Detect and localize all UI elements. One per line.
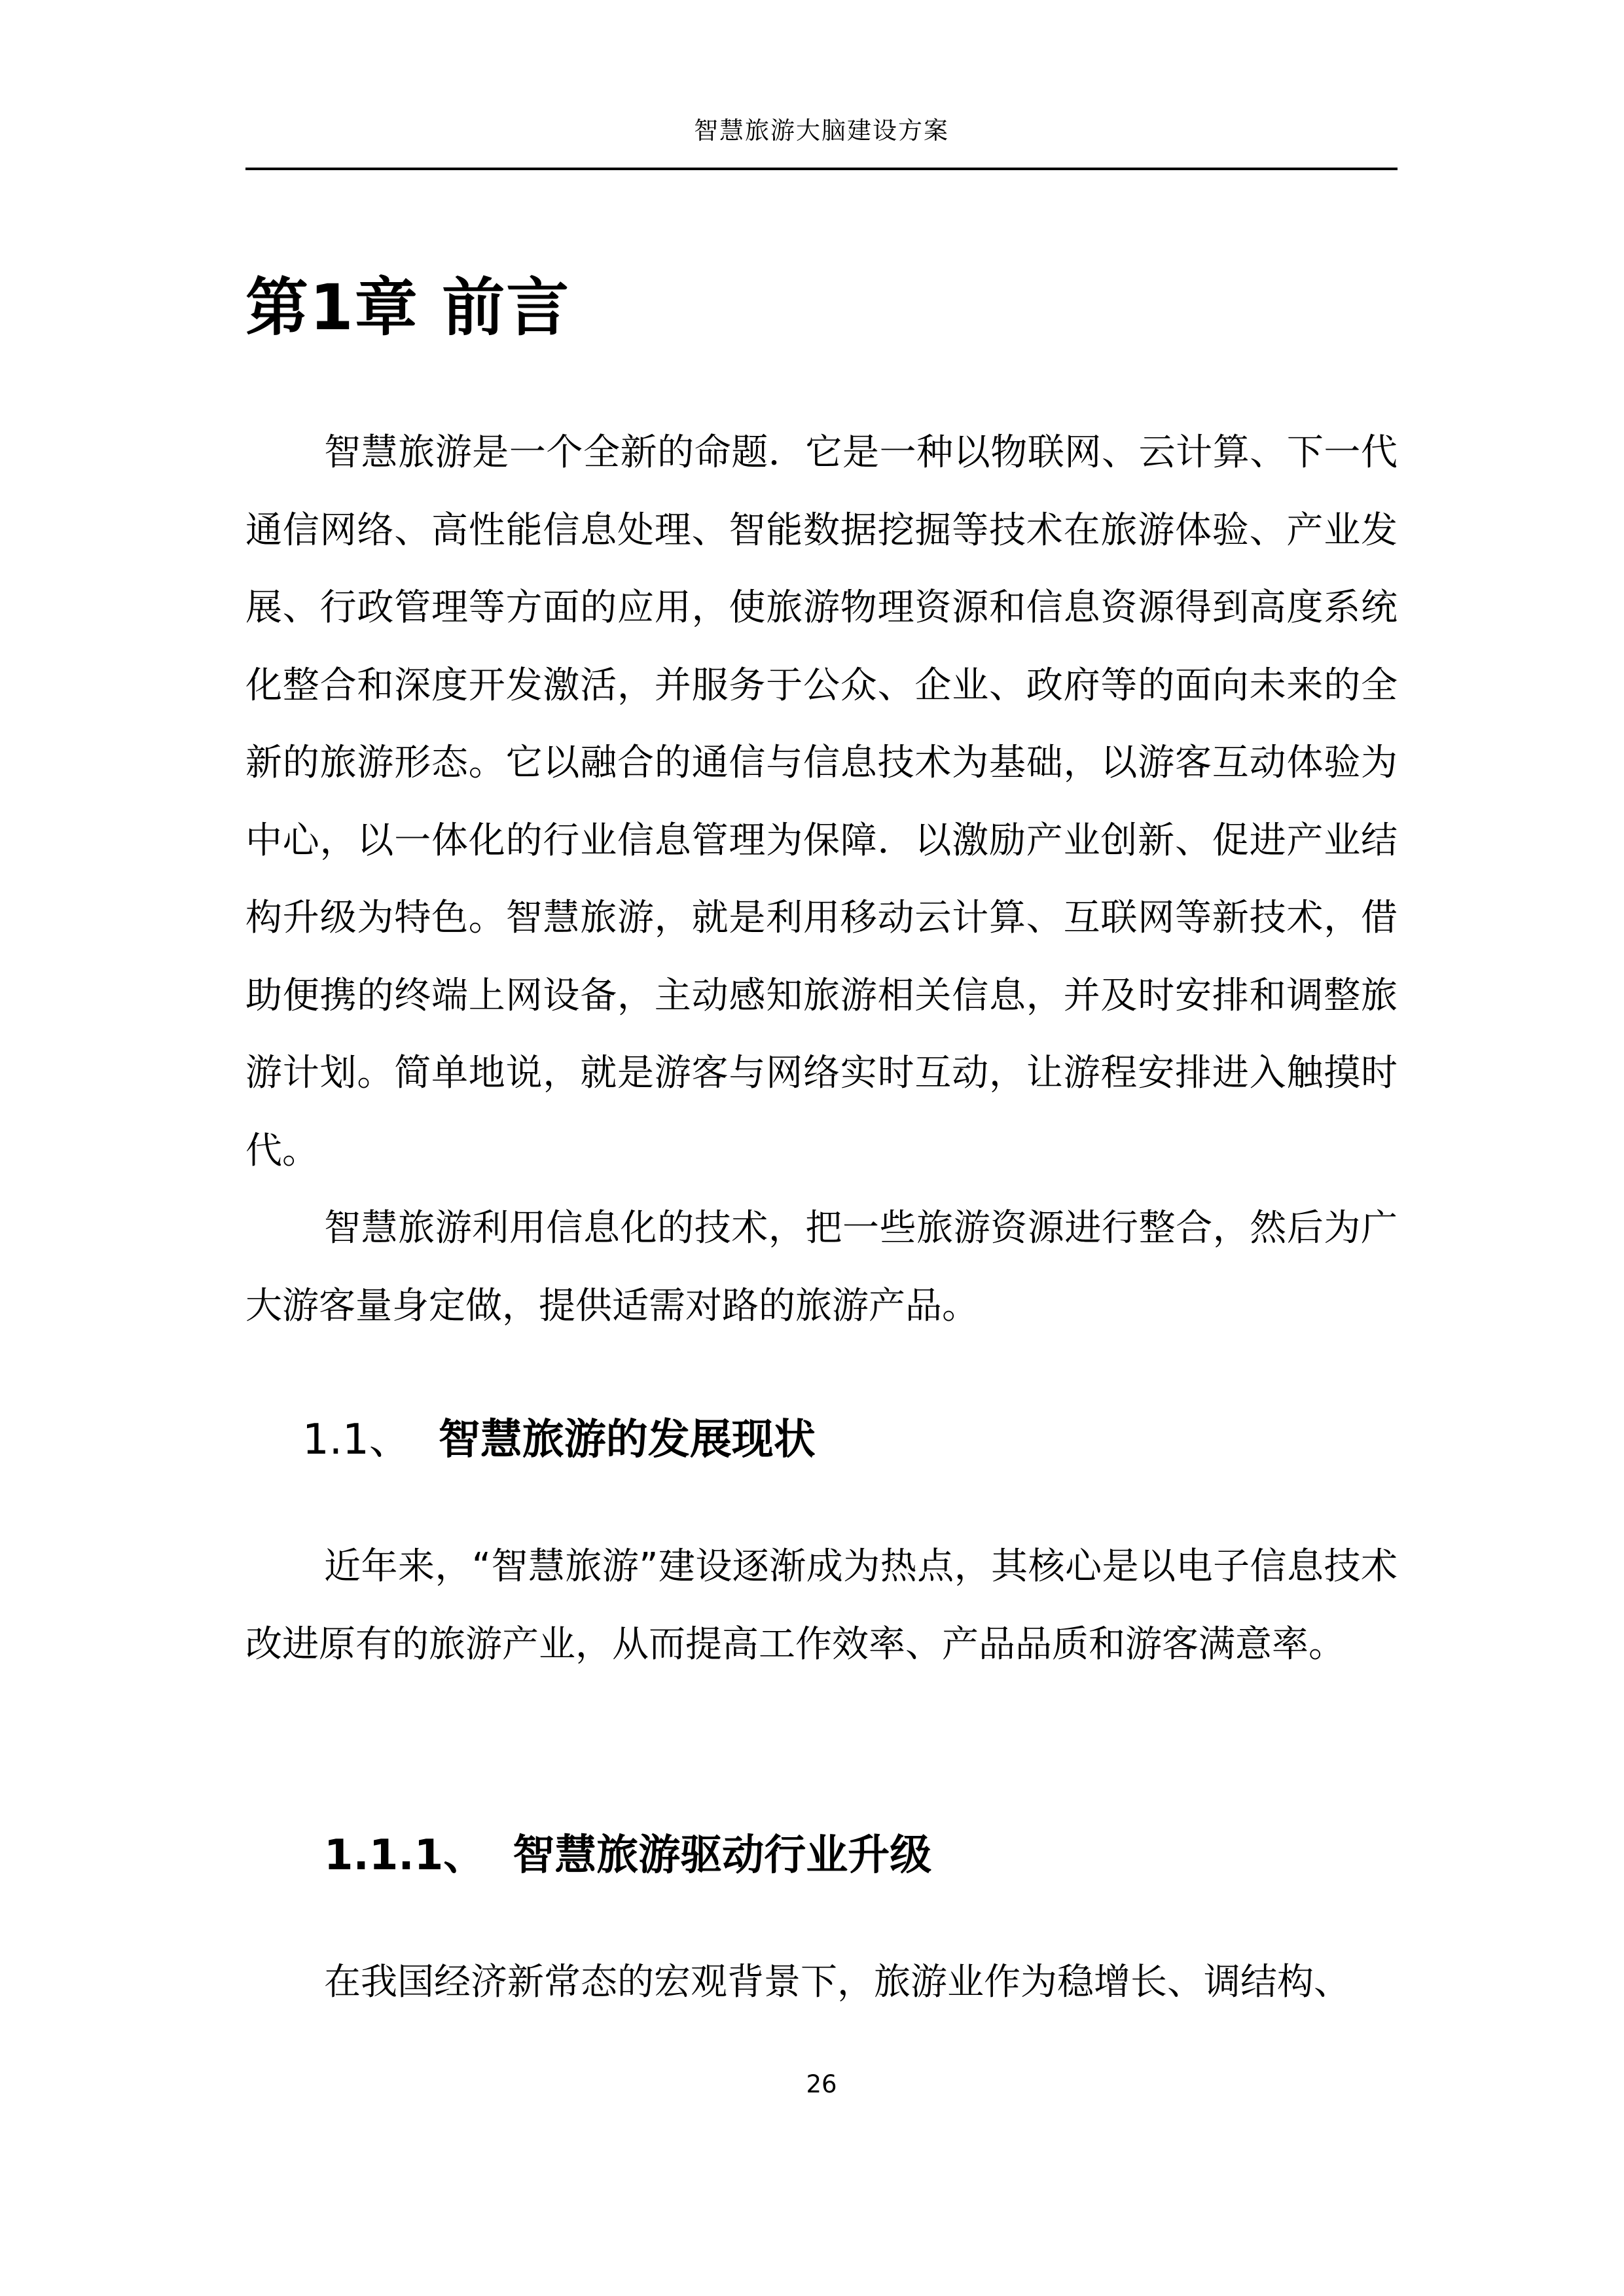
section-number: 1.1、 — [302, 1416, 411, 1464]
section-heading-1-1 — [302, 1404, 816, 1476]
section-1-1-1-paragraph: 在我国经济新常态的宏观背景下，旅游业作为稳增长、调结构、 — [324, 1961, 1350, 2003]
subsection-number: 1.1.1、 — [324, 1831, 486, 1880]
header-divider — [245, 168, 1398, 170]
subsection-title: 智慧旅游驱动行业升级 — [513, 1831, 932, 1880]
intro-paragraph-1: 智慧旅游是一个全新的命题．它是一种以物联网、云计算、下一代通信网络、高性能信息处理、智能数据挖掘等技术在旅游体验、产业发展、行政管理等方面的应用，使旅游物理资源和信息资源得到高度系统化整合和深度开发激活，并服务于公众、企业、政府等的面向未来的全新的旅游形态。它以融合的通信与信息技术为基础，以游客互动体验为中心，以一体化的行业信息管理为保障．以激励产业创新、促进产业结构升级为特色。智慧旅游，就是利用移动云计算、互联网等新技术，借助便携的终端上网设备，主动感知旅游相关信息，并及时安排和调整旅游计划。简单地说，就是游客与网络实时互动，让游程安排进入触摸时代。 — [245, 431, 1398, 1172]
section-heading-1-1-1 — [324, 1820, 931, 1892]
page-number: 26 — [806, 2070, 837, 2098]
running-header: 智慧旅游大脑建设方案 — [694, 117, 949, 145]
intro-paragraph-2: 智慧旅游利用信息化的技术，把一些旅游资源进行整合，然后为广大游客量身定做，提供适需对路的旅游产品。 — [245, 1207, 1398, 1327]
section-1-1-paragraph: 近年来，“智慧旅游”建设逐渐成为热点，其核心是以电子信息技术改进原有的旅游产业，从而提高工作效率、产品品质和游客满意率。 — [245, 1545, 1398, 1666]
chapter-title: 第1章 前言 — [245, 271, 571, 344]
section-title: 智慧旅游的发展现状 — [438, 1416, 816, 1464]
